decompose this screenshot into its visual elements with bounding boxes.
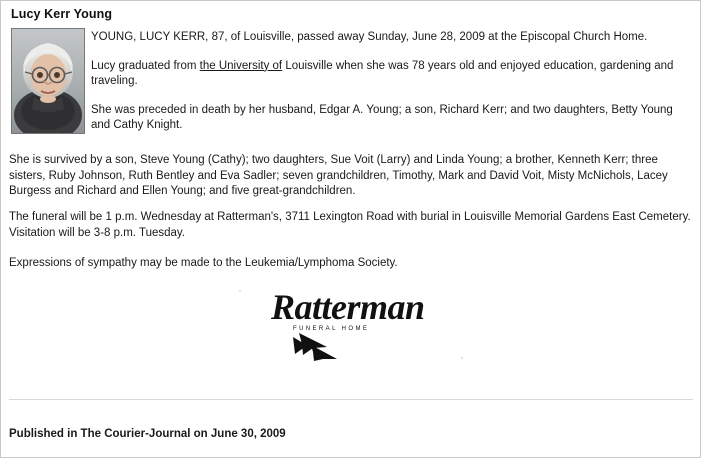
paragraph-education (91, 59, 691, 90)
paragraph-lead: YOUNG, LUCY KERR, 87, of Louisville, passed away Sunday, June 28, 2009 at the Episcopal Church Home. (91, 31, 648, 43)
footer-divider (9, 399, 693, 400)
paragraph-preceded: She was preceded in death by her husband, Edgar A. Young; a son, Richard Kerr; and two daughters, Betty Young and Cathy Knight. (91, 103, 673, 131)
sympathy-block (9, 256, 693, 272)
decorative-dot (239, 290, 241, 292)
decorative-dot (461, 357, 463, 359)
university-link[interactable]: the University of (199, 59, 283, 72)
survivors-block (9, 153, 693, 200)
paragraph-survived: She is survived by a son, Steve Young (Cathy); two daughters, Sue Voit (Larry) and Linda Young; a brother, Kenneth Kerr; three sisters, Ruby Johnson, Ruth Bentley and Eva Sadler; seven grandchildren, Timothy, Mark and David Voit, Misty McNichols, Lacey Burgess and Richard and Ellen Young; and five great-grandchildren. (9, 154, 668, 197)
education-text-before: Lucy graduated from (91, 59, 200, 72)
paragraph-sympathy: Expressions of sympathy may be made to the Leukemia/Lymphoma Society. (9, 257, 398, 269)
paragraph-funeral: The funeral will be 1 p.m. Wednesday at Ratterman's, 3711 Lexington Road with burial in Louisville Memorial Gardens East Cemetery. Visitation will be 3-8 p.m. Tuesday. (9, 211, 691, 239)
svg-text:Ratterman: Ratterman (271, 287, 425, 327)
page-title: Lucy Kerr Young (11, 7, 113, 21)
svg-text:FUNERAL HOME: FUNERAL HOME (293, 326, 370, 332)
funeral-block (9, 210, 693, 241)
education-text-after: Louisville when she was 78 years old and enjoyed education, gardening and traveling. (91, 59, 674, 87)
ratterman-logo (269, 285, 439, 361)
published-line: Published in The Courier-Journal on June 30, 2009 (9, 428, 286, 440)
intro-text-block (91, 30, 691, 134)
portrait-photo (11, 28, 85, 134)
